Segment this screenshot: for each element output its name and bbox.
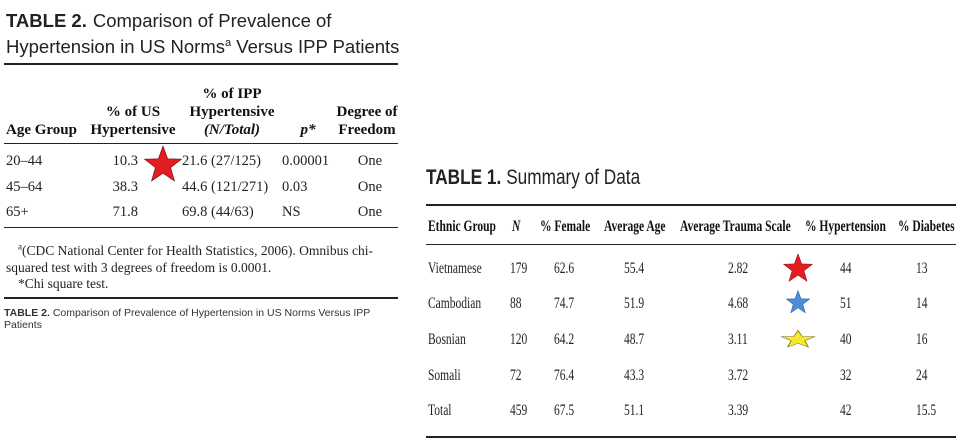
- table1-cell-age: 55.4: [624, 260, 645, 277]
- table2-header-p: p*: [300, 122, 316, 138]
- blue-star-shape: [786, 291, 809, 313]
- table1-cell-group: Bosnian: [428, 331, 466, 348]
- table2-caption: [4, 307, 410, 331]
- table2-header-ipp-3: (N/Total): [203, 122, 261, 138]
- table1-cell-group: Vietnamese: [428, 260, 482, 277]
- table2-row-p: NS: [282, 204, 301, 220]
- table2-header-df-1: Degree of: [336, 104, 398, 120]
- table2-row-df: One: [357, 153, 383, 169]
- table1-label: TABLE 1.: [426, 166, 502, 189]
- table1-cell-hypertension: 42: [840, 402, 852, 419]
- table1-cell-n: 88: [510, 295, 522, 312]
- table1-header-rule: [426, 244, 956, 245]
- yellow-star-shape: [781, 330, 814, 347]
- table2-row-age: 20–44: [6, 153, 43, 169]
- yellow-star-icon: [780, 330, 816, 348]
- caption-text: Comparison of Prevalence of Hypertension in US Norms Versus IPP Patients: [4, 307, 371, 331]
- table1-cell-trauma: 3.39: [728, 402, 749, 419]
- table1-title-text: Summary of Data: [506, 166, 641, 189]
- table2-title-part2: Versus IPP Patients: [231, 36, 400, 58]
- table1-cell-diabetes: 24: [916, 367, 928, 384]
- table1-cell-female: 64.2: [554, 331, 575, 348]
- table1-cell-age: 43.3: [624, 367, 645, 384]
- table1-cell-trauma: 4.68: [728, 295, 749, 312]
- table1-cell-group: Somali: [428, 367, 461, 384]
- table2-row-ipp: 44.6 (121/271): [182, 179, 269, 195]
- table2-footnote-a: [6, 238, 400, 276]
- table2-row-us: 10.3: [112, 153, 138, 169]
- table1-cell-group: Total: [428, 402, 452, 419]
- table1-cell-female: 67.5: [554, 402, 575, 419]
- table2-panel: [0, 0, 410, 340]
- caption-label: TABLE 2.: [4, 307, 50, 319]
- table2-header-us-1: % of US: [105, 104, 161, 120]
- table1-cell-diabetes: 14: [916, 295, 928, 312]
- table1-header-ethnic: Ethnic Group: [428, 218, 496, 235]
- table2-row-age: 65+: [6, 204, 29, 220]
- table1-header-n: N: [512, 218, 521, 235]
- table2-top-rule: [4, 63, 398, 65]
- table2-footnote-star: *Chi square test.: [18, 276, 109, 291]
- table2-row-p: 0.00001: [282, 153, 330, 169]
- table1-cell-diabetes: 13: [916, 260, 928, 277]
- red-star-icon: [143, 145, 183, 183]
- table1-cell-female: 62.6: [554, 260, 575, 277]
- table1-cell-hypertension: 40: [840, 331, 852, 348]
- footnote-a-sup: a: [18, 241, 22, 251]
- table2-row-age: 45–64: [6, 179, 43, 195]
- table1-cell-trauma: 3.11: [728, 331, 748, 348]
- table2-row-ipp: 69.8 (44/63): [182, 204, 254, 220]
- table2-row-p: 0.03: [282, 179, 308, 195]
- table2-bottom-rule: [4, 227, 398, 228]
- table1-cell-age: 51.9: [624, 295, 645, 312]
- table1-header-age: Average Age: [604, 218, 666, 235]
- table1-bottom-rule: [426, 436, 956, 438]
- table1-cell-diabetes: 15.5: [916, 402, 937, 419]
- table1-top-rule: [426, 204, 956, 206]
- table2-row-us: 38.3: [112, 179, 138, 195]
- table1-cell-n: 179: [510, 260, 528, 277]
- table1-panel: [420, 150, 960, 444]
- table1-cell-age: 48.7: [624, 331, 645, 348]
- table2-header-age: Age Group: [6, 122, 77, 138]
- table1-cell-n: 459: [510, 402, 528, 419]
- red-star-shape: [145, 146, 182, 181]
- table1-cell-diabetes: 16: [916, 331, 928, 348]
- table1-cell-n: 72: [510, 367, 522, 384]
- table2-header-df-2: Freedom: [338, 122, 396, 138]
- table2-footer-rule: [4, 297, 398, 299]
- table2-title: [6, 10, 401, 58]
- table2-title-sup: a: [225, 37, 232, 49]
- table1-cell-hypertension: 51: [840, 295, 852, 312]
- table2-header-us-2: Hypertensive: [90, 122, 176, 138]
- table1-cell-female: 74.7: [554, 295, 575, 312]
- table2-header-rule: [4, 143, 398, 144]
- table1-cell-female: 76.4: [554, 367, 575, 384]
- table2-title-part1: Comparison of Prevalence of Hypertension in US Norms: [6, 10, 332, 58]
- table1-header-diabetes: % Diabetes: [898, 218, 955, 235]
- table1-header-female: % Female: [540, 218, 591, 235]
- table2-row-us: 71.8: [112, 204, 138, 220]
- table1-cell-trauma: 3.72: [728, 367, 749, 384]
- table1-header-trauma: Average Trauma Scale: [680, 218, 791, 235]
- blue-star-icon: [785, 290, 811, 314]
- table1-header-hypertension: % Hypertension: [805, 218, 886, 235]
- table2-row-ipp: 21.6 (27/125): [182, 153, 261, 169]
- table2-header-ipp-2: Hypertensive: [189, 104, 275, 120]
- table1-cell-trauma: 2.82: [728, 260, 749, 277]
- table2-row-df: One: [357, 204, 383, 220]
- table2-header-ipp-1: % of IPP: [202, 86, 262, 102]
- table2-row-df: One: [357, 179, 383, 195]
- table1-cell-n: 120: [510, 331, 528, 348]
- table1-cell-hypertension: 44: [840, 260, 852, 277]
- table1-cell-group: Cambodian: [428, 295, 482, 312]
- red-star-shape: [783, 254, 812, 282]
- table1-title: [426, 166, 640, 190]
- table1-cell-hypertension: 32: [840, 367, 852, 384]
- red-star-icon: [782, 253, 814, 283]
- footnote-a-text: (CDC National Center for Health Statistics, 2006). Omnibus chi-squared test with 3 degrees of freedom is 0.0001.: [6, 242, 373, 275]
- table2-label: TABLE 2.: [6, 10, 87, 31]
- table1-cell-age: 51.1: [624, 402, 645, 419]
